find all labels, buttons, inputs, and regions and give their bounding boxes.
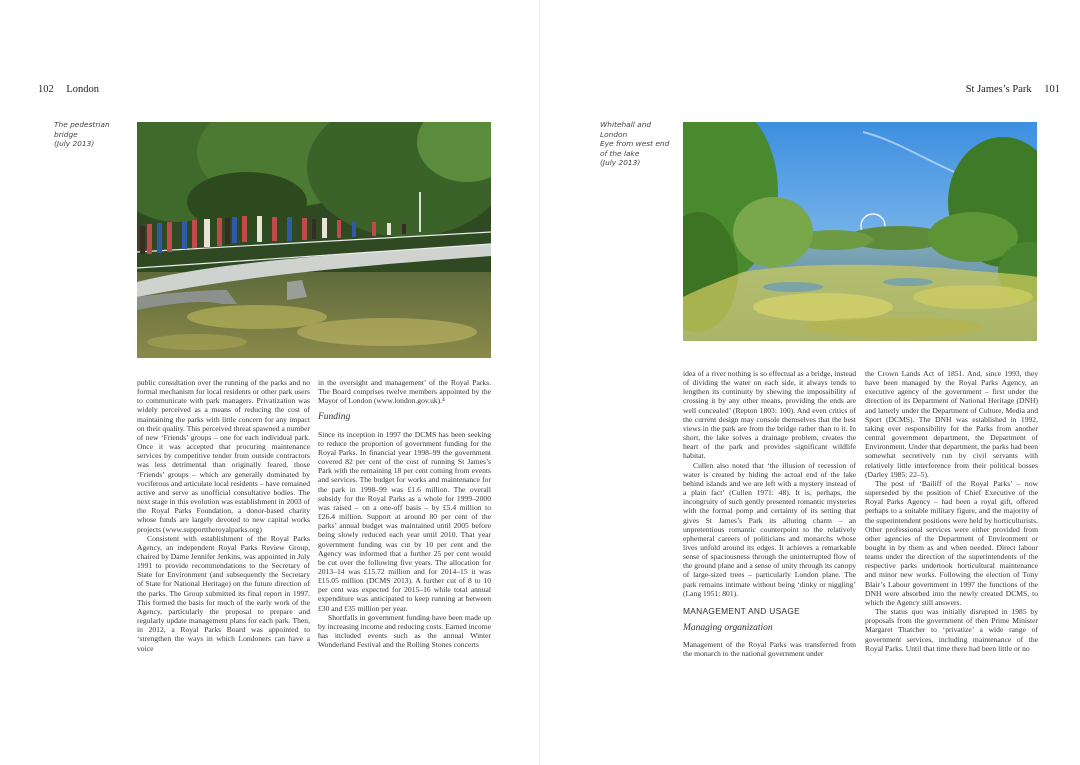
section-heading: MANAGEMENT AND USAGE	[683, 605, 801, 616]
left-folio: 102	[38, 84, 54, 95]
subheading-managing-organization: Managing organization	[683, 623, 773, 634]
right-folio: 101	[1044, 84, 1060, 95]
paragraph: the Crown Lands Act of 1851. And, since 1993, they have been managed by the Royal Parks Agency, an executive agency of the government – first under the direction of its Department of National Heritage (DNH) and latterly under the Department of Culture, Media and Sport (DCMS). The DNH was established in 1992, taking over responsibility for the Parks from another central government department, the Department of Environment. Under that department, the parks had been somewhat secretively run by civil servants with relatively little interference from their political bosses (Darley 1985: 22–5).	[865, 369, 1038, 479]
paragraph: Cullen also noted that ‘the illusion of recession of water is created by hiding the actual end of the lake behind islands and we are left with a mystery instead of a plain fact’ (Cullen 1971: 48). It is, perhaps, the incongruity of such gently presented romantic mysteries with the formal pomp and certainty of its setting that gives St James’s Park its alluring charm – an unpretentious romantic counterpoint to the relatively ephemeral careers of politicians and monarchs whose lives unfold around its edges. It achieves a remarkable sense of spaciousness through the uninterrupted flow of the ground plane and a sense of unity through its canopy of large-sized trees – particularly London plane. The park remains intimate without being ‘dinky or niggling’ (Lang 1951: 801).	[683, 460, 856, 598]
paragraph: The post of ‘Bailiff of the Royal Parks’ – now superseded by the position of Chief Executive of the Royal Parks Agency – had been a royal gift, offered perhaps to a suitable military figure, and the majority of the superintendent positions were held by horticulturists. Other professional services were either provided from other agencies of the Department of Environment or bought in by them as and when needed. Direct labour teams under the direction of the superintendents of the respective parks undertook horticultural maintenance and minor new works. Following the election of Tony Blair’s Labour government in 1997 the functions of the DNH were absorbed into the newly created DCMS, to which the Agency still answers.	[865, 478, 1038, 607]
caption-line: of the lake	[600, 148, 640, 158]
right-page	[540, 0, 1080, 765]
caption-line: (July 2013)	[600, 158, 641, 168]
paragraph: Management of the Royal Parks was transferred from the monarch to the national government under	[683, 640, 856, 659]
paragraph: The status quo was initially disrupted in 1985 by proposals from the government of then Prime Minister Margaret Thatcher to ‘privatize’ a wide range of government services, including maintenance of the Royal Parks. Until that time there had been little or no	[865, 607, 1038, 653]
left-photo-caption	[54, 120, 134, 149]
paragraph: in the oversight and management’ of the Royal Parks. The Board comprises twelve members appointed by the Mayor of London (www.london.gov.uk).⁴	[318, 378, 491, 406]
left-running-head	[32, 84, 99, 95]
left-column-1	[137, 378, 310, 653]
right-photo-caption	[600, 120, 680, 168]
right-column-2	[865, 369, 1038, 653]
subheading-funding: Funding	[318, 412, 351, 423]
right-running-head	[966, 84, 1066, 95]
left-running-title: London	[66, 84, 100, 95]
caption-line: The pedestrian bridge	[54, 120, 110, 139]
right-column-1	[683, 369, 856, 659]
lake-london-eye-photo	[683, 122, 1037, 341]
left-column-2	[318, 378, 491, 649]
caption-line: Eye from west end	[600, 139, 670, 149]
right-running-title: St James’s Park	[965, 84, 1032, 95]
paragraph: public consultation over the running of the parks and no formal mechanism for local residents or other park users to communicate with park managers. Privatization was widely perceived as a means of reducing the cost of maintaining the parks with little concern for any impact on their quality. This perceived threat spawned a number of new ‘Friends’ groups – one for each individual park. Once it was accepted that procuring maintenance services by competitive tender from outside contractors was less detrimental than originally feared, those ‘Friends’ groups – which are generally dominated by vociferous and articulate local residents – have remained active and serve as unofficial consultative bodies. The next stage in this evolution was establishment in 2003 of the Royal Parks Foundation, a donor-based charity whose funds are largely devoted to new capital works projects (www.supporttheroyalparks.org)	[137, 378, 310, 534]
paragraph: Shortfalls in government funding have been made up by increasing income and reducing costs. Earned income has included events such as the annual Winter Wonderland Festival and the Rolling Stones concerts	[318, 612, 491, 650]
caption-line: (July 2013)	[54, 139, 95, 149]
paragraph: idea of a river nothing is so effectual as a bridge, instead of dividing the water on each side, it always tends to lengthen its continuity by shewing the impossibility of crossing it by any other means, providing the ends are well concealed’ (Repton 1803: 100). And even critics of the current design may console themselves that the best views in the park are from the bridge rather than to it. In short, the lake solves a drainage problem, creates the heart of the park and provides significant wildlife habitat.	[683, 369, 856, 461]
caption-line: Whitehall and London	[600, 120, 652, 139]
paragraph: Since its inception in 1997 the DCMS has been seeking to reduce the proportion of government funding for the Royal Parks. In financial year 1998–99 the government covered 82 per cent of the cost of running St James’s Park with the remaining 18 per cent coming from events and services. The budget for works and maintenance for the park in 1998–99 was £1.6 million. The overall subsidy for the Royal Parks as a whole for 1999–2000 was raised – on a one-off basis – by £5.4 million to £26.4 million. Support at around 80 per cent of the parks’ annual budget was maintained until 2005 before being slowly reduced each year until 2010. That year government funding was cut by 10 per cent and the Agency was informed that a further 25 per cent would be cut over the following five years. The allocation for 2013–14 was £15.72 million and for 2014–15 it was £15.05 million (DCMS 2013). A further cut of 8 to 10 per cent was expected for 2015–16 while total annual expenditure was anticipated to keep running at between £30 and £35 million per year.	[318, 429, 491, 613]
paragraph: Consistent with establishment of the Royal Parks Agency, an independent Royal Parks Review Group, chaired by Dame Jennifer Jenkins, was appointed in July 1991 to provide recommendations to the Secretary of State for Environment (and subsequently the Secretary of State for National Heritage) on the future direction of the parks. The Group submitted its final report in 1997. This formed the basis for much of the early work of the Agency, particularly the proposal to prepare and regularly update management plans for each park. Then, in 2012, a Royal Parks Board was appointed to ‘strengthen the ways in which Londoners can have a voice	[137, 533, 310, 653]
pedestrian-bridge-photo	[137, 122, 491, 358]
